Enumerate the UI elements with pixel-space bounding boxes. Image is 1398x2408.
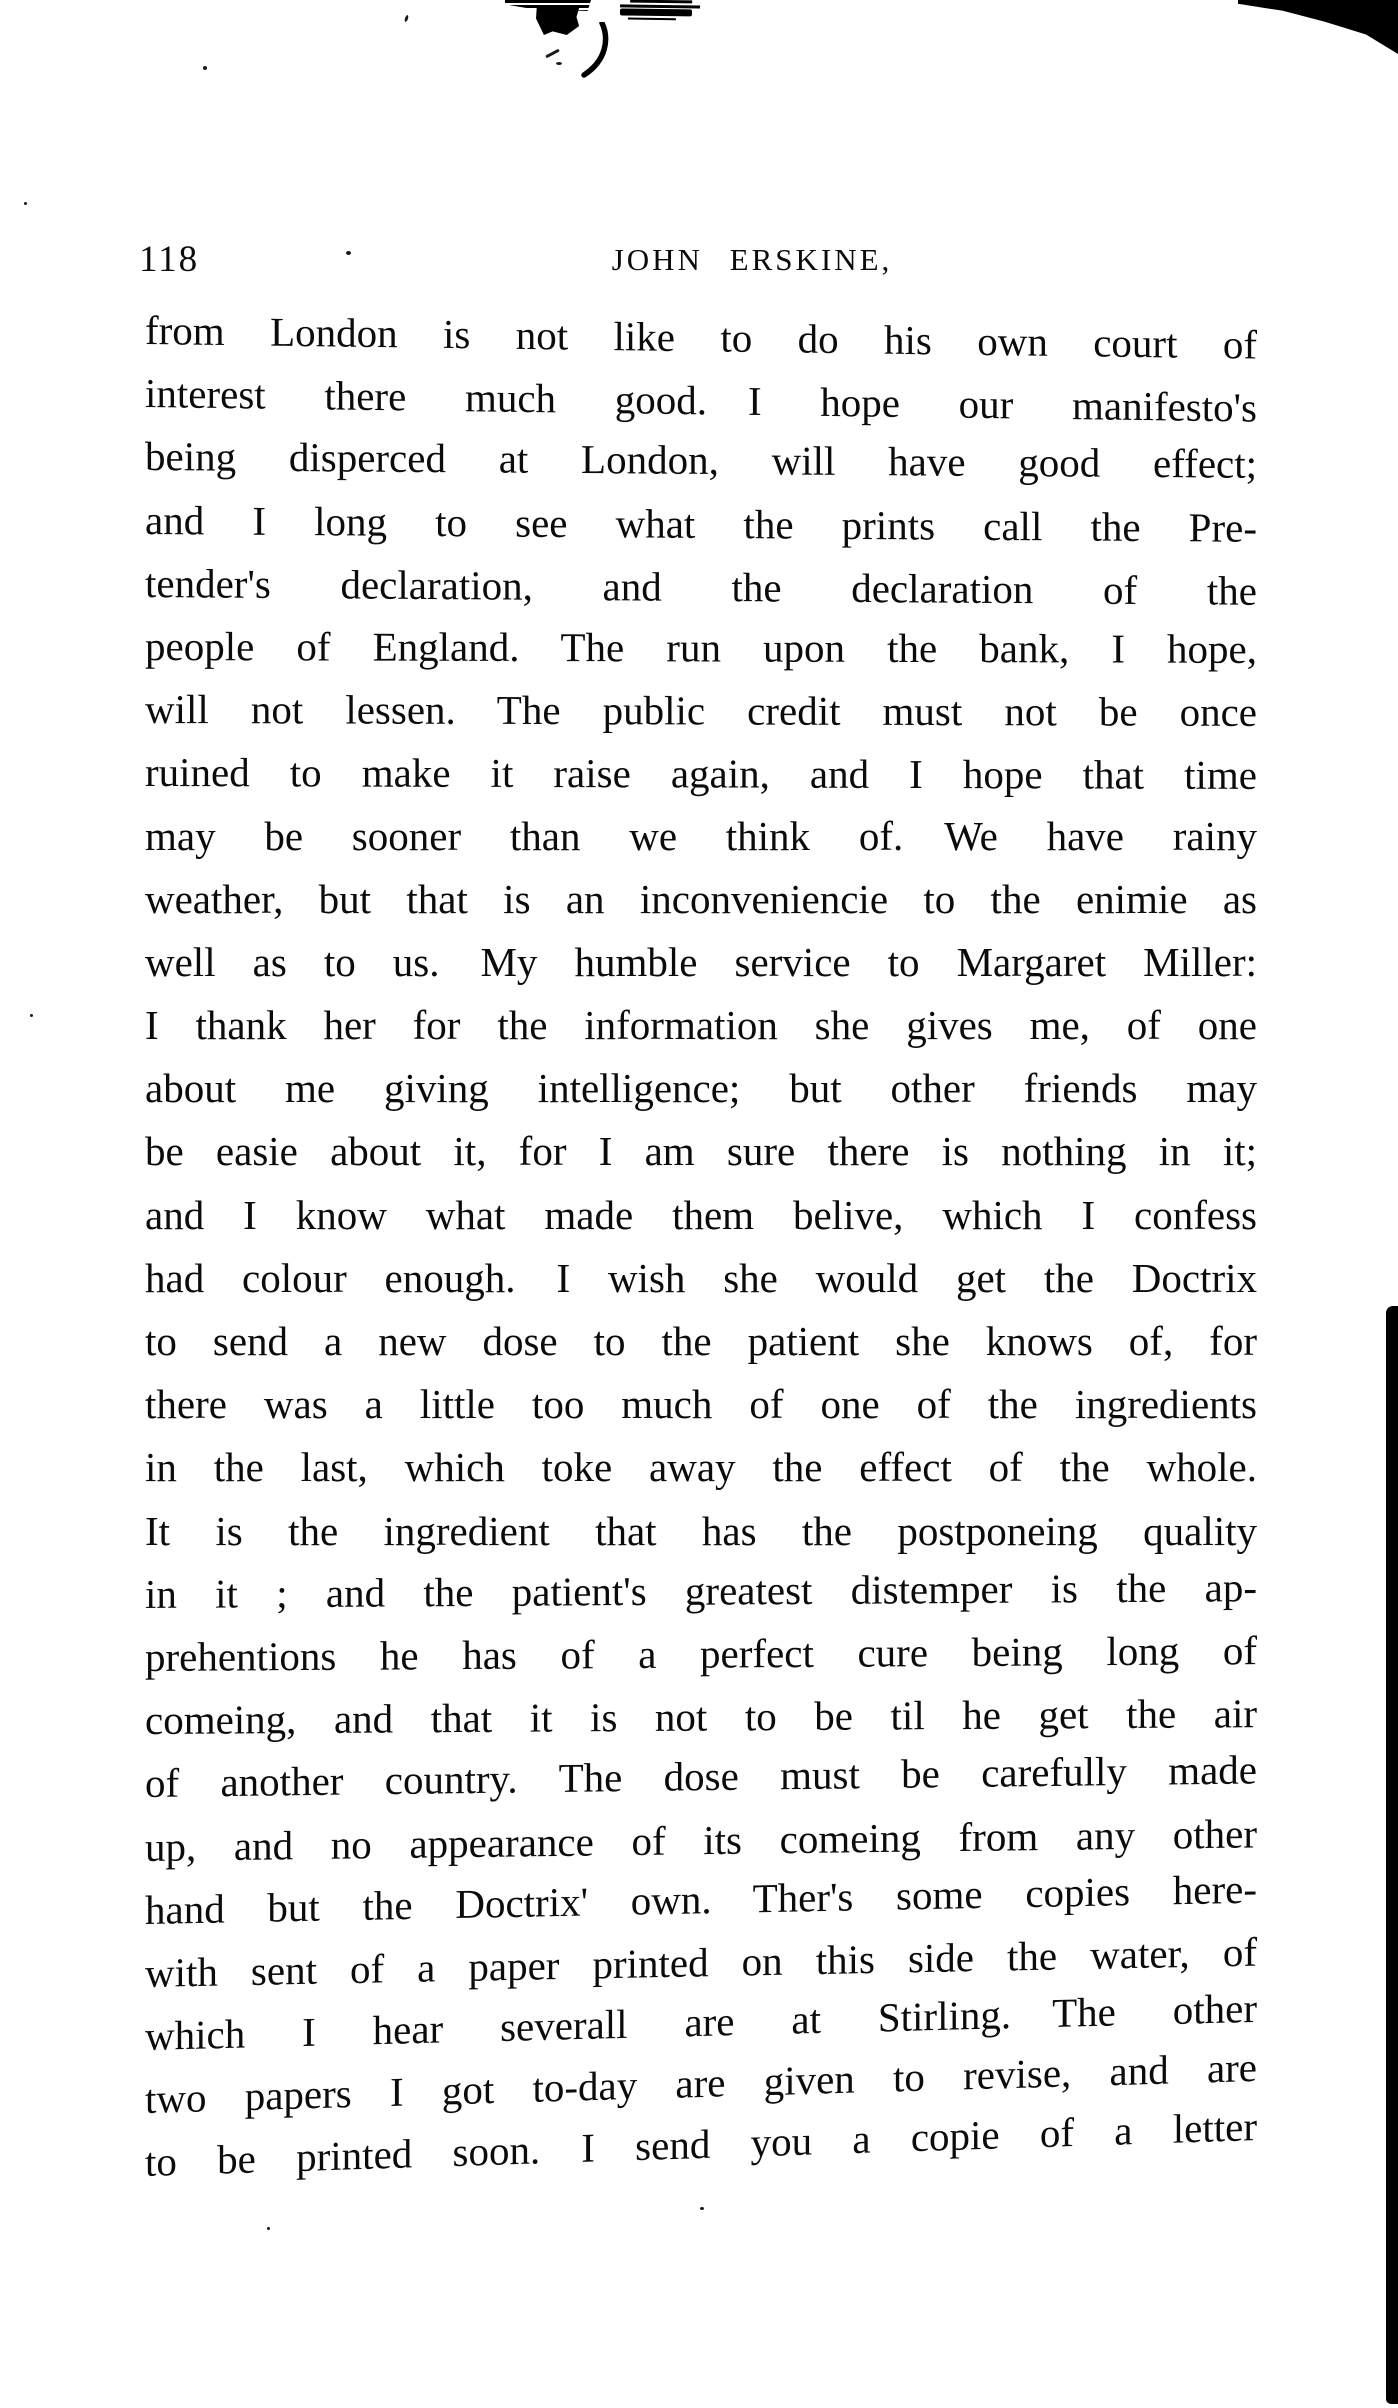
- text-line: up, and no appearance of its comeing from any other: [145, 1809, 1257, 1870]
- text-line: may be sooner than we think of. We have rainy: [145, 812, 1257, 859]
- ink-speck: [556, 62, 562, 65]
- page-header: [139, 238, 1255, 286]
- ink-speck: [404, 15, 409, 23]
- text-line: being disperced at London, will have good effect;: [145, 433, 1257, 488]
- text-line: be easie about it, for I am sure there is nothing in it;: [145, 1128, 1257, 1175]
- ink-speck: [203, 66, 207, 70]
- text-line: tender's declaration, and the declaration of the: [145, 559, 1257, 614]
- text-line: will not lessen. The public credit must not be once: [145, 686, 1257, 736]
- text-line: well as to us. My humble service to Margaret Miller:: [145, 938, 1257, 985]
- text-line: prehentions he has of a perfect cure being long of: [145, 1627, 1257, 1680]
- text-line: about me giving intelligence; but other friends may: [145, 1065, 1257, 1112]
- ink-speck: [700, 2207, 704, 2210]
- text-line: weather, but that is an inconveniencie to the enimie as: [145, 875, 1257, 922]
- text-line: two papers I got to-day are given to revise, and are: [145, 2044, 1257, 2123]
- ink-smudge-top-b: [620, 0, 702, 25]
- text-line: which I hear severall are at Stirling. The other: [145, 1984, 1257, 2060]
- text-line: It is the ingredient that has the postponeing quality: [145, 1507, 1257, 1554]
- text-line: comeing, and that it is not to be til he get the air: [145, 1690, 1257, 1744]
- text-line: with sent of a paper printed on this side the water, of: [145, 1928, 1257, 1996]
- text-line: had colour enough. I wish she would get the Doctrix: [145, 1254, 1257, 1301]
- text-line: hand but the Doctrix' own. Ther's some copies here-: [145, 1865, 1257, 1933]
- ink-stroke-j-mark: [574, 22, 610, 80]
- text-line: of another country. The dose must be carefully made: [145, 1746, 1257, 1807]
- text-line: in the last, which toke away the effect of the whole.: [145, 1444, 1257, 1491]
- scan-edge-bar: [1386, 1306, 1398, 2404]
- ink-speck: [267, 2227, 270, 2230]
- body-text: [145, 299, 1257, 2195]
- scan-corner-blotch: [1238, 0, 1398, 54]
- text-line: ruined to make it raise again, and I hope that time: [145, 749, 1257, 799]
- page-number: 118: [139, 239, 200, 280]
- text-line: and I long to see what the prints call the Pre-: [145, 496, 1257, 551]
- text-line: in it ; and the patient's greatest distemper is the ap-: [145, 1563, 1257, 1617]
- text-line: and I know what made them belive, which I confess: [145, 1191, 1257, 1238]
- text-line: interest there much good. I hope our manifesto's: [145, 370, 1257, 431]
- ink-speck: [545, 49, 560, 59]
- text-line: I thank her for the information she gives me, of one: [145, 1002, 1257, 1049]
- text-line: people of England. The run upon the bank, I hope,: [145, 622, 1257, 672]
- text-line: to send a new dose to the patient she knows of, for: [145, 1318, 1257, 1364]
- text-line: there was a little too much of one of the ingredients: [145, 1381, 1257, 1428]
- ink-speck: [24, 202, 27, 205]
- ink-speck: [30, 1014, 33, 1017]
- text-line: to be printed soon. I send you a copie of a letter: [145, 2103, 1257, 2186]
- text-line: from London is not like to do his own court of: [145, 307, 1257, 368]
- running-header: JOHN ERSKINE,: [611, 242, 893, 277]
